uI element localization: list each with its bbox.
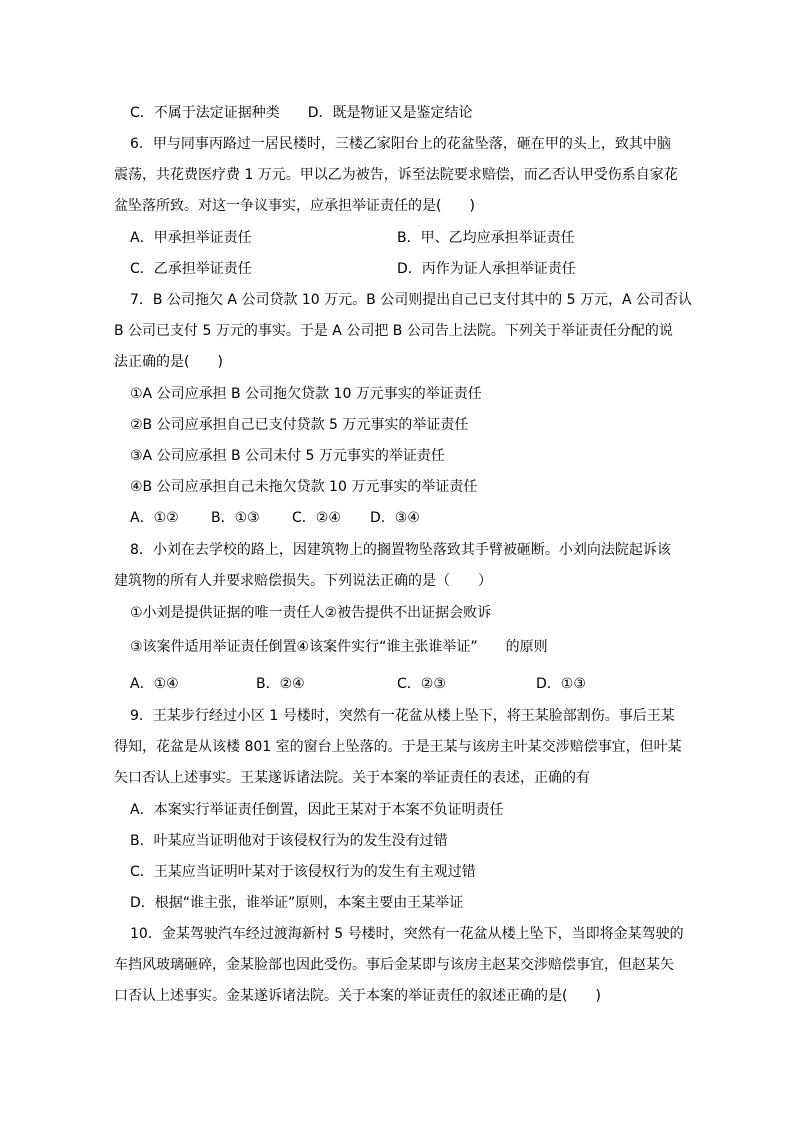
q8-option-b: B．②④ bbox=[256, 676, 305, 692]
q9-option-a: A．本案实行举证责任倒置，因此王某对于本案不负证明责任 bbox=[130, 802, 504, 818]
q7-stem-line3: 法正确的是( ) bbox=[114, 354, 223, 370]
q6-stem-line3: 盆坠落所致。对这一争议事实，应承担举证责任的是( ) bbox=[114, 198, 475, 214]
q7-statement-1: ①A 公司应承担 B 公司拖欠贷款 10 万元事实的举证责任 bbox=[130, 386, 482, 402]
q6-option-b: B．甲、乙均应承担举证责任 bbox=[397, 230, 575, 246]
q7-statement-2: ②B 公司应承担自己已支付贷款 5 万元事实的举证责任 bbox=[130, 417, 469, 433]
q7-stem-line2: B 公司已支付 5 万元的事实。于是 A 公司把 B 公司告上法院。下列关于举证责任分配的说 bbox=[114, 323, 673, 339]
q9-option-d: D．根据“谁主张，谁举证”原则，本案主要由王某举证 bbox=[130, 895, 464, 911]
q8-statements-34: ③该案件适用举证责任倒置④该案件实行“谁主张谁举证” 的原则 bbox=[130, 639, 548, 655]
q8-statements-12: ①小刘是提供证据的唯一责任人②被告提供不出证据会败诉 bbox=[130, 605, 492, 621]
q7-option-d: D．③④ bbox=[370, 510, 420, 526]
q8-stem-line2: 建筑物的所有人并要求赔偿损失。下列说法正确的是（ ） bbox=[114, 573, 492, 589]
q8-stem-line1: 8．小刘在去学校的路上，因建筑物上的搁置物坠落致其手臂被砸断。小刘向法院起诉该 bbox=[130, 542, 671, 558]
q8-option-a: A．①④ bbox=[130, 676, 179, 692]
q7-statement-3: ③A 公司应承担 B 公司未付 5 万元事实的举证责任 bbox=[130, 448, 445, 464]
q7-stem-line1: 7．B 公司拖欠 A 公司贷款 10 万元。B 公司则提出自己已支付其中的 5 万元，A 公司否认 bbox=[130, 292, 693, 308]
q7-option-c: C．②④ bbox=[292, 510, 341, 526]
q10-stem-line1: 10．金某驾驶汽车经过渡海新村 5 号楼时，突然有一花盆从楼上坠下，当即将金某驾驶的 bbox=[130, 926, 684, 942]
q6-option-c: C．乙承担举证责任 bbox=[130, 261, 252, 277]
q7-option-a: A．①② bbox=[130, 510, 179, 526]
q10-stem-line3: 口否认上述事实。金某遂诉诸法院。关于本案的举证责任的叙述正确的是( ) bbox=[114, 988, 601, 1004]
q9-option-b: B．叶某应当证明他对于该侵权行为的发生没有过错 bbox=[130, 833, 448, 849]
q9-stem-line3: 矢口否认上述事实。王某遂诉诸法院。关于本案的举证责任的表述，正确的有 bbox=[114, 770, 590, 786]
q9-stem-line1: 9．王某步行经过小区 1 号楼时，突然有一花盆从楼上坠下，将王某脸部割伤。事后王某 bbox=[130, 708, 675, 724]
q6-stem-line1: 6．甲与同事丙路过一居民楼时，三楼乙家阳台上的花盆坠落，砸在甲的头上，致其中脑 bbox=[130, 136, 671, 152]
q7-statement-4: ④B 公司应承担自己未拖欠贷款 10 万元事实的举证责任 bbox=[130, 479, 478, 495]
q8-option-d: D．①③ bbox=[536, 676, 586, 692]
q6-stem-line2: 震荡，共花费医疗费 1 万元。甲以乙为被告，诉至法院要求赔偿，而乙否认甲受伤系自家花 bbox=[114, 167, 678, 183]
q9-option-c: C．王某应当证明叶某对于该侵权行为的发生有主观过错 bbox=[130, 864, 476, 880]
q5-options-cd: C．不属于法定证据种类 D．既是物证又是鉴定结论 bbox=[130, 105, 473, 121]
q6-option-a: A．甲承担举证责任 bbox=[130, 230, 252, 246]
q8-option-c: C．②③ bbox=[397, 676, 446, 692]
q6-option-d: D．丙作为证人承担举证责任 bbox=[397, 261, 576, 277]
q9-stem-line2: 得知，花盆是从该楼 801 室的窗台上坠落的。于是王某与该房主叶某交涉赔偿事宜，但叶某 bbox=[114, 739, 682, 755]
q7-option-b: B．①③ bbox=[211, 510, 260, 526]
q10-stem-line2: 车挡风玻璃砸碎，金某脸部也因此受伤。事后金某即与该房主赵某交涉赔偿事宜，但赵某矢 bbox=[114, 957, 674, 973]
